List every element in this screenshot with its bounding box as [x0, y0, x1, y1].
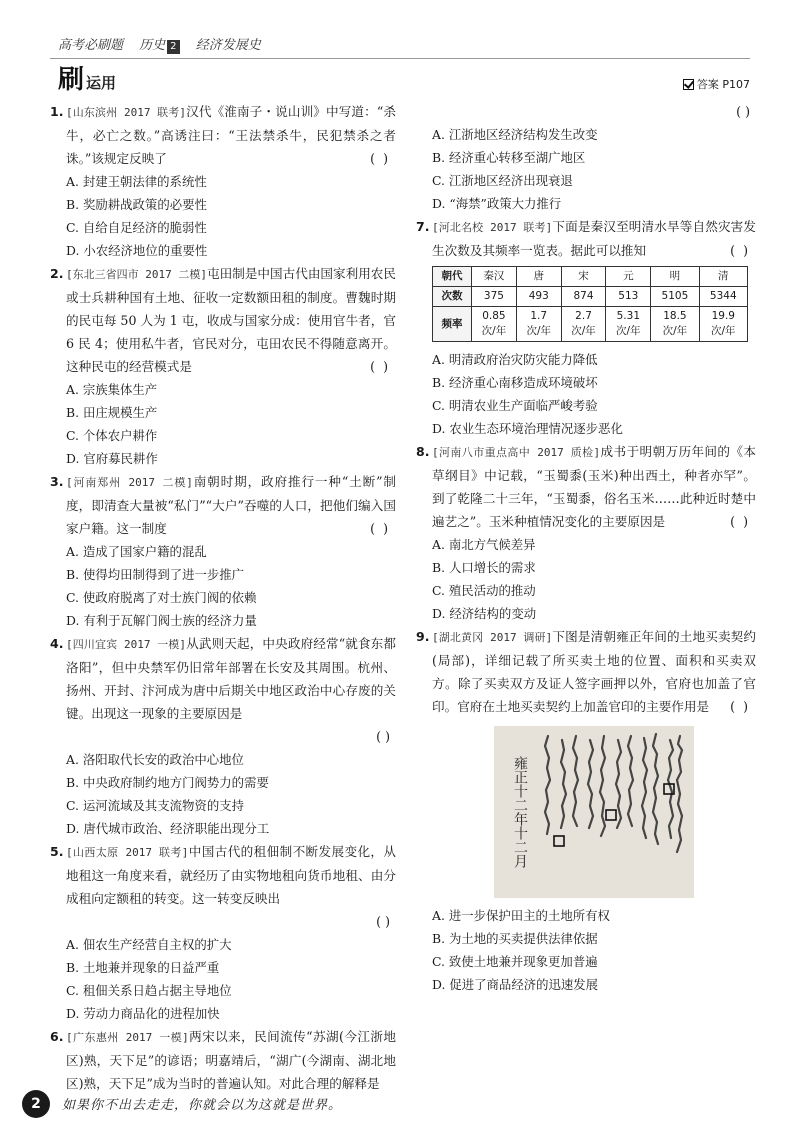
question-stem: 下面是秦汉至明清水旱等自然灾害发生次数及其频率一览表。据此可以推知 [432, 219, 756, 258]
freq-value: 2.7 [575, 310, 592, 322]
section-brand [58, 64, 116, 94]
question-1 [52, 100, 396, 170]
contract-date: 雍正十二年十二月 [512, 756, 528, 868]
table-cell [516, 307, 561, 342]
table-row [433, 307, 748, 342]
option: C. 江浙地区经济出现衰退 [432, 173, 573, 188]
question-source: [湖北黄冈 2017 调研] [432, 631, 553, 644]
question-number: 1. [50, 104, 64, 119]
header-subject: 历史 [139, 38, 166, 53]
option: A. 南北方气候差异 [432, 537, 536, 552]
question-number: 9. [416, 629, 430, 644]
option: A. 江浙地区经济结构发生改变 [432, 127, 598, 142]
table-cell: 5344 [699, 287, 747, 307]
answer-blank: ( ) [370, 359, 390, 374]
question-3 [52, 470, 396, 540]
table-cell: 874 [561, 287, 606, 307]
freq-unit: 次/年 [711, 325, 736, 337]
question-number: 6. [50, 1029, 64, 1044]
answer-blank: ( ) [376, 729, 390, 744]
question-number: 5. [50, 844, 64, 859]
table-cell [699, 307, 747, 342]
answer-blank: ( ) [730, 243, 750, 258]
table-cell [606, 307, 651, 342]
disaster-table [432, 266, 748, 342]
option: B. 奖励耕战政策的必要性 [66, 197, 207, 212]
right-column [418, 100, 756, 996]
answer-blank: ( ) [736, 104, 750, 119]
option: B. 人口增长的需求 [432, 560, 536, 575]
contract-calligraphy [494, 726, 694, 898]
answer-reference-text: 答案 P107 [696, 78, 750, 91]
question-source: [山西太原 2017 联考] [66, 846, 189, 859]
question-7 [418, 215, 756, 262]
option: A. 封建王朝法律的系统性 [66, 174, 207, 189]
answer-reference [683, 76, 750, 92]
question-number: 7. [416, 219, 430, 234]
question-number: 2. [50, 266, 64, 281]
question-source: [河北名校 2017 联考] [432, 221, 553, 234]
table-header-cell: 宋 [561, 267, 606, 287]
table-header-cell: 元 [606, 267, 651, 287]
option: A. 明清政府治灾防灾能力降低 [432, 352, 598, 367]
freq-value: 5.31 [616, 310, 641, 322]
question-stem: 从武则天起，中央政府经常“就食东都洛阳”，但中央禁军仍旧常年部署在长安及其周围。杭州、扬州、开封、汴河成为唐中后期关中地区政治中心存废的关键。出现这一现象的主要原因是 [66, 636, 396, 721]
option: B. 经济重心南移造成环境破坏 [432, 375, 598, 390]
option: B. 田庄规模生产 [66, 405, 158, 420]
table-row-label: 次数 [433, 287, 472, 307]
answer-blank: ( ) [370, 521, 390, 536]
option: C. 殖民活动的推动 [432, 583, 536, 598]
option: B. 中央政府制约地方门阀势力的需要 [66, 775, 269, 790]
question-source: [河南八市重点高中 2017 质检] [432, 446, 601, 459]
option: D. 唐代城市政治、经济职能出现分工 [66, 821, 270, 836]
footer-quote: 如果你不出去走走，你就会以为这就是世界。 [62, 1098, 343, 1113]
option: C. 自给自足经济的脆弱性 [66, 220, 207, 235]
question-source: [四川宜宾 2017 一模] [66, 638, 187, 651]
page-number: 2 [22, 1090, 50, 1118]
option: D. 官府募民耕作 [66, 451, 158, 466]
option: B. 土地兼并现象的日益严重 [66, 960, 220, 975]
freq-unit: 次/年 [571, 325, 596, 337]
option: D. 农业生态环境治理情况逐步恶化 [432, 421, 623, 436]
option: A. 洛阳取代长安的政治中心地位 [66, 752, 244, 767]
answer-blank: ( ) [730, 699, 750, 714]
running-header [58, 34, 748, 56]
freq-value: 19.9 [711, 310, 735, 322]
answer-blank: ( ) [370, 151, 390, 166]
option: A. 进一步保护田主的土地所有权 [432, 908, 610, 923]
question-stem: 成书于明朝万历年间的《本草纲目》中记载，“玉蜀黍(玉米)种出西土，种者亦罕”。到了乾隆二十三年，“玉蜀黍，俗名玉米……此种近时楚中遍艺之”。玉米种植情况变化的主要原因是 [432, 444, 756, 529]
option: C. 运河流域及其支流物资的支持 [66, 798, 244, 813]
brand-big: 刷 [58, 65, 85, 95]
option: A. 佃农生产经营自主权的扩大 [66, 937, 232, 952]
freq-unit: 次/年 [662, 325, 688, 337]
option: D. 劳动力商品化的进程加快 [66, 1006, 220, 1021]
table-cell [561, 307, 606, 342]
question-number: 3. [50, 474, 64, 489]
question-source: [河南郑州 2017 二模] [66, 476, 193, 489]
question-number: 4. [50, 636, 64, 651]
freq-unit: 次/年 [616, 325, 641, 337]
question-stem: 南朝时期，政府推行一种“土断”制度，即清查大量被“私门”“大户”吞噬的人口，把他们编入国家户籍。这一制度 [66, 474, 396, 536]
option: D. “海禁”政策大力推行 [432, 196, 562, 211]
option: C. 租佃关系日趋占据主导地位 [66, 983, 232, 998]
question-source: [东北三省四市 2017 二模] [66, 268, 208, 281]
freq-value: 0.85 [482, 310, 506, 322]
table-cell: 375 [472, 287, 517, 307]
option: A. 宗族集体生产 [66, 382, 158, 397]
freq-value: 18.5 [663, 310, 687, 322]
question-source: [山东滨州 2017 联考] [66, 106, 187, 119]
option: B. 使得均田制得到了进一步推广 [66, 567, 245, 582]
freq-unit: 次/年 [526, 325, 551, 337]
question-5 [52, 840, 396, 910]
option: B. 经济重心转移至湖广地区 [432, 150, 586, 165]
question-stem: 屯田制是中国古代由国家利用农民或士兵耕种国有土地、征收一定数额田租的制度。曹魏时期的民屯每 50 人为 1 屯，收成与国家分成：使用官牛者，官 6 民 4；使用私牛者，官民对分，屯田农民不得随意离开。这种民屯的经营模式是 [66, 266, 397, 374]
table-header-cell: 秦汉 [472, 267, 517, 287]
question-2 [52, 262, 396, 378]
answer-blank: ( ) [376, 914, 390, 929]
question-stem: 两宋以来，民间流传“苏湖(今江浙地区)熟，天下足”的谚语；明嘉靖后，“湖广(今湖南、湖北地区)熟，天下足”成为当时的普遍认知。对此合理的解释是 [66, 1029, 396, 1091]
question-9 [418, 625, 756, 718]
table-row-label: 频率 [433, 307, 472, 342]
table-cell [651, 307, 699, 342]
left-column [52, 100, 396, 1095]
table-cell: 513 [606, 287, 651, 307]
question-4 [52, 632, 396, 725]
question-stem: 下图是清朝雍正年间的土地买卖契约(局部)，详细记载了所买卖土地的位置、面积和买卖双方。除了买卖双方及证人签字画押以外，官府也加盖了官印。官府在土地买卖契约上加盖官印的主要作用是 [432, 629, 756, 714]
option: B. 为土地的买卖提供法律依据 [432, 931, 598, 946]
header-topic: 经济发展史 [195, 38, 261, 53]
answer-blank: ( ) [730, 514, 750, 529]
land-contract-image [494, 726, 694, 898]
question-6 [52, 1025, 396, 1095]
option: C. 个体农户耕作 [66, 428, 158, 443]
table-header-row [433, 267, 748, 287]
option: D. 有利于瓦解门阀士族的经济力量 [66, 613, 257, 628]
question-number: 8. [416, 444, 430, 459]
question-source: [广东惠州 2017 一模] [66, 1031, 189, 1044]
table-header-cell: 唐 [516, 267, 561, 287]
table-header-cell: 清 [699, 267, 747, 287]
table-cell: 5105 [651, 287, 699, 307]
table-header-cell: 明 [651, 267, 699, 287]
freq-value: 1.7 [530, 310, 548, 322]
option: D. 促进了商品经济的迅速发展 [432, 977, 599, 992]
header-divider [50, 58, 750, 59]
freq-unit: 次/年 [481, 325, 507, 337]
option: D. 经济结构的变动 [432, 606, 537, 621]
question-stem: 中国古代的租佃制不断发展变化，从地租这一角度来看，就经历了由实物地租向货币地租、由分成租向定额租的转变。这一转变反映出 [66, 844, 396, 906]
question-stem: 汉代《淮南子・说山训》中写道：“杀牛，必亡之数。”高诱注曰：“王法禁杀牛，民犯禁杀之者诛。”该规定反映了 [66, 104, 396, 166]
table-row [433, 287, 748, 307]
table-cell: 493 [516, 287, 561, 307]
option: D. 小农经济地位的重要性 [66, 243, 208, 258]
header-volume-badge: 2 [167, 40, 179, 54]
header-series: 高考必刷题 [58, 38, 124, 53]
option: C. 使政府脱离了对士族门阀的依赖 [66, 590, 257, 605]
option: C. 明清农业生产面临严峻考验 [432, 398, 598, 413]
question-8 [418, 440, 756, 533]
table-header-cell: 朝代 [433, 267, 472, 287]
brand-small: 运用 [86, 74, 117, 92]
option: C. 致使土地兼并现象更加普遍 [432, 954, 598, 969]
option: A. 造成了国家户籍的混乱 [66, 544, 207, 559]
checkbox-icon [683, 79, 694, 90]
table-cell [472, 307, 517, 342]
